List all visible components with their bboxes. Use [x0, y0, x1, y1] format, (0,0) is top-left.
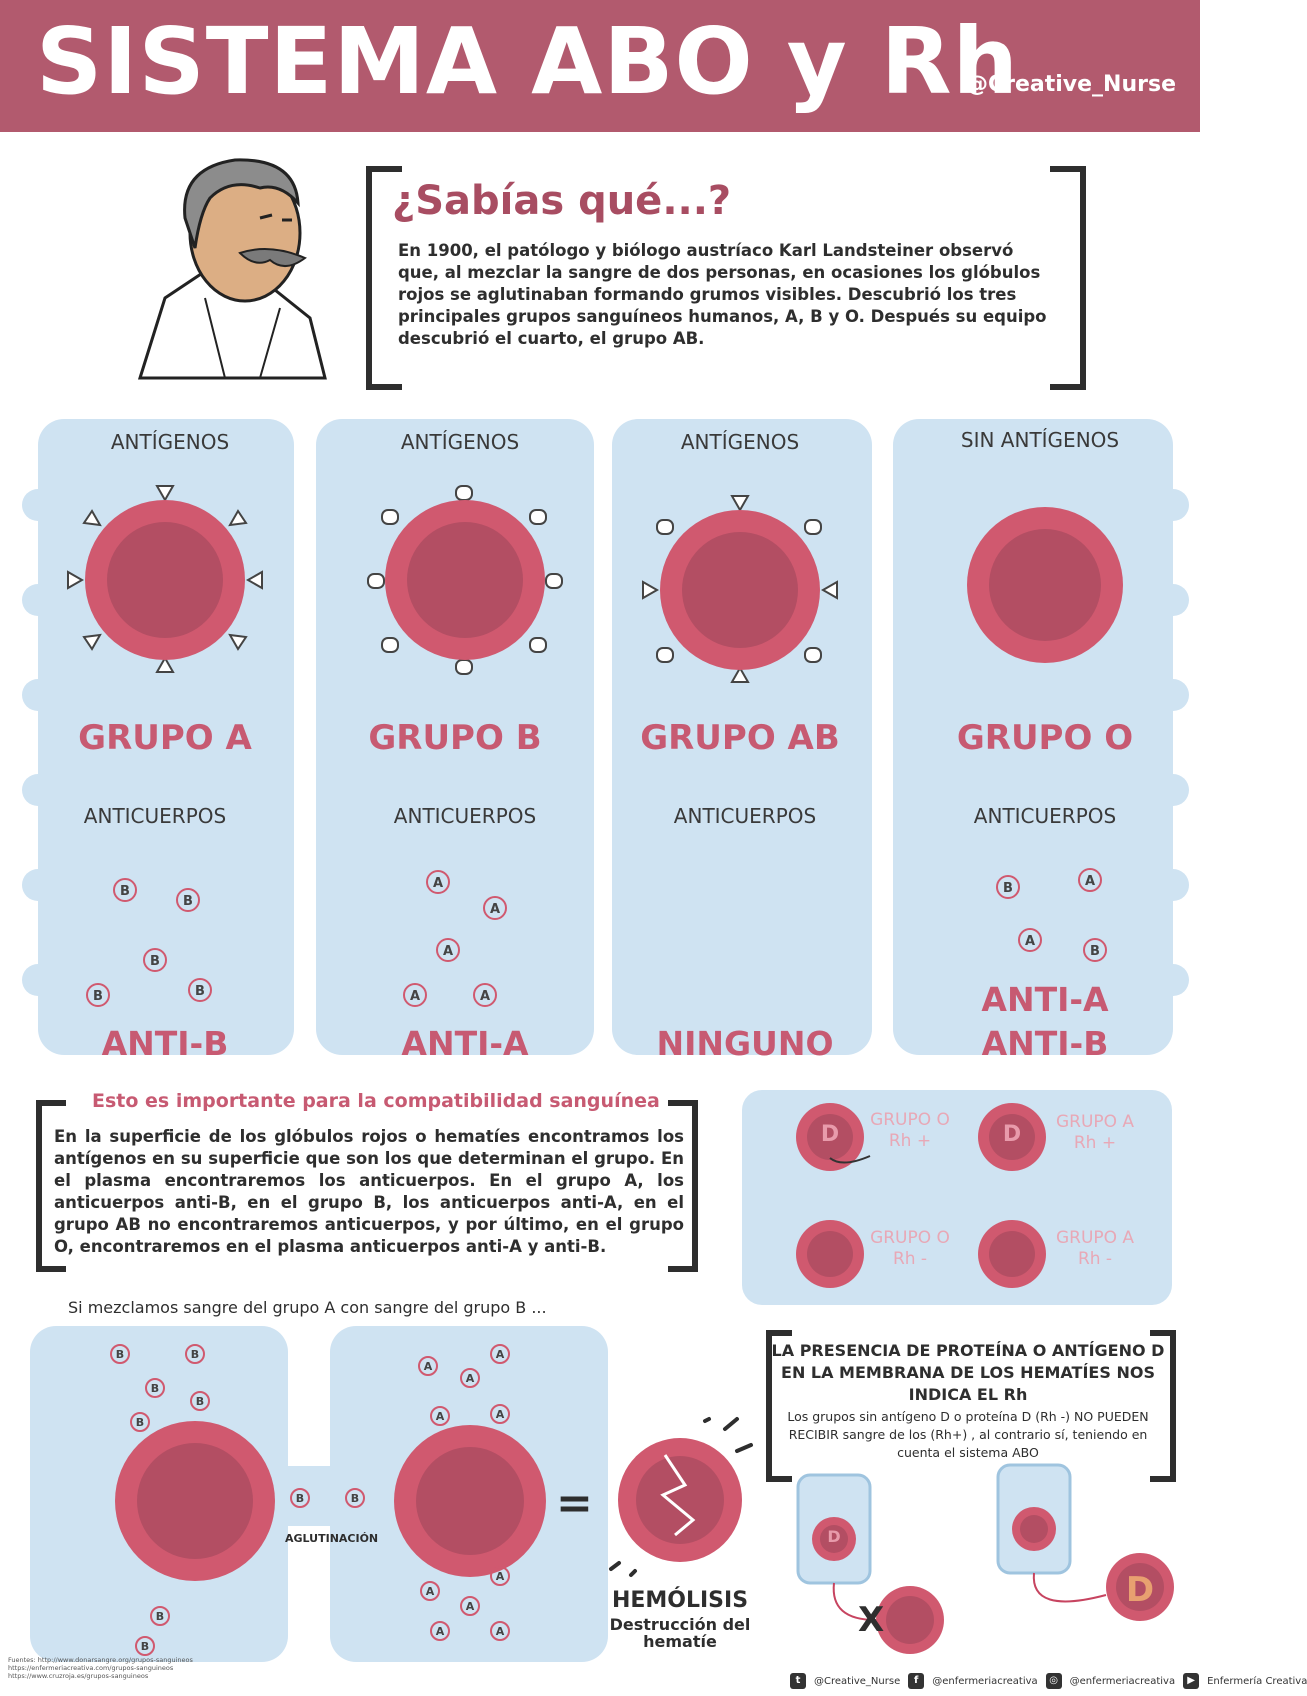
antibody-label-b: ANTICUERPOS: [393, 804, 537, 828]
instagram-icon: ◎: [1046, 1673, 1062, 1689]
agglutination-label: AGLUTINACIÓN: [285, 1532, 379, 1545]
antigen-label-b: ANTÍGENOS: [400, 430, 520, 454]
mix-text: Si mezclamos sangre del grupo A con sangre del grupo B ...: [68, 1298, 547, 1317]
social-facebook[interactable]: @enfermeriacreativa: [932, 1675, 1038, 1687]
svg-text:B: B: [183, 894, 193, 909]
svg-text:A: A: [1084, 874, 1096, 889]
group-a-title: GRUPO A: [78, 718, 252, 758]
svg-text:B: B: [350, 1492, 360, 1505]
recipient-d-antigen: D: [1125, 1570, 1155, 1610]
social-youtube[interactable]: Enfermería Creativa: [1207, 1675, 1307, 1687]
social-twitter[interactable]: @Creative_Nurse: [814, 1675, 901, 1687]
svg-text:A: A: [495, 1625, 505, 1638]
rh-label-o-pos: GRUPO O Rh +: [870, 1110, 950, 1151]
equals-sign: =: [556, 1478, 593, 1529]
svg-text:A: A: [465, 1372, 475, 1385]
bag-d-antigen: D: [827, 1527, 841, 1546]
hemolysis-cell-icon: [605, 1415, 755, 1575]
antibody-label-a: ANTICUERPOS: [83, 804, 227, 828]
svg-text:B: B: [150, 954, 160, 969]
group-b-title: GRUPO B: [368, 718, 542, 758]
svg-text:B: B: [1003, 881, 1013, 896]
d-antigen-a: D: [1002, 1122, 1022, 1147]
svg-text:B: B: [115, 1348, 125, 1361]
transfusion-illustration-icon: [790, 1455, 1190, 1655]
hemolysis-description: Destrucción del hematíe: [609, 1615, 751, 1651]
svg-text:A: A: [1024, 934, 1036, 949]
svg-text:A: A: [495, 1570, 505, 1583]
group-ab-title: GRUPO AB: [640, 718, 840, 758]
rh-info-subtext: Los grupos sin antígeno D o proteína D (Rh -) NO PUEDEN RECIBIR sangre de los (Rh+) , al contrario sí, teniendo en cuenta el sistema ABO: [787, 1409, 1149, 1460]
svg-text:B: B: [1090, 944, 1100, 959]
svg-text:B: B: [135, 1416, 145, 1429]
svg-text:A: A: [442, 944, 454, 959]
youtube-icon: ▶: [1183, 1673, 1199, 1689]
svg-text:B: B: [140, 1640, 150, 1653]
svg-text:A: A: [479, 989, 491, 1004]
rh-label-a-pos: GRUPO A Rh +: [1055, 1112, 1135, 1153]
antibody-name-a: ANTI-B: [101, 1024, 229, 1063]
incompatible-cross-icon: X: [858, 1600, 885, 1640]
svg-text:B: B: [150, 1382, 160, 1395]
svg-text:B: B: [195, 984, 205, 999]
antigen-label-ab: ANTÍGENOS: [680, 430, 800, 454]
importance-title: Esto es importante para la compatibilidad sanguínea: [86, 1090, 666, 1112]
intro-title: ¿Sabías qué...?: [392, 178, 732, 224]
antibody-label-o: ANTICUERPOS: [973, 804, 1117, 828]
landsteiner-portrait-icon: [110, 148, 350, 378]
antibody-name-ab: NINGUNO: [656, 1024, 834, 1063]
mix-background: [30, 1326, 610, 1662]
svg-text:A: A: [465, 1600, 475, 1613]
svg-text:A: A: [432, 876, 444, 891]
importance-text: En la superficie de los glóbulos rojos o hematíes encontramos los antígenos en su superficie que son los que determinan el grupo. En el plasma encontraremos los anticuerpos. En el grupo A, los anticuerpos anti-B, en el grupo B, los anticuerpos anti-A, en el grupo AB no encontraremos anticuerpos, y por último, en el grupo O, encontraremos en el plasma anticuerpos anti-A y anti-B.: [54, 1127, 684, 1256]
antigen-label-o: SIN ANTÍGENOS: [960, 428, 1120, 452]
sources-text: Fuentes: http://www.donarsangre.org/grupos-sanguineos https://enfermeriacreativa.com/grupos-sanguineos https://www.cruzroja.es/grupos-sanguineos: [8, 1656, 193, 1680]
cell-group-a: [70, 480, 260, 670]
antibody-name-o-1: ANTI-A: [981, 980, 1109, 1019]
rh-label-a-neg: GRUPO A Rh -: [1055, 1228, 1135, 1269]
cell-group-o: [955, 495, 1135, 675]
svg-text:A: A: [495, 1408, 505, 1421]
cell-group-ab: [645, 490, 835, 680]
social-instagram[interactable]: @enfermeriacreativa: [1069, 1675, 1176, 1687]
svg-text:B: B: [93, 989, 103, 1004]
svg-text:A: A: [409, 989, 421, 1004]
facebook-icon: f: [908, 1673, 924, 1689]
group-o-title: GRUPO O: [956, 718, 1134, 758]
svg-text:A: A: [435, 1410, 445, 1423]
author-handle: @Creative_Nurse: [965, 72, 1176, 97]
svg-text:A: A: [489, 902, 501, 917]
svg-text:A: A: [425, 1585, 435, 1598]
hemolysis-title: HEMÓLISIS: [611, 1588, 749, 1613]
cell-group-b: [370, 480, 560, 670]
svg-text:B: B: [120, 884, 130, 899]
d-antigen-o: D: [820, 1122, 840, 1147]
svg-text:B: B: [155, 1610, 165, 1623]
svg-text:B: B: [190, 1348, 200, 1361]
page-title: SISTEMA ABO y Rh: [36, 8, 1020, 115]
intro-text: En 1900, el patólogo y biólogo austríaco Karl Landsteiner observó que, al mezclar la sangre de dos personas, en ocasiones los glóbulos rojos se aglutinaban formando grumos visibles. Descubrió los tres principales grupos sanguíneos humanos, A, B y O. Después su equipo descubrió el cuarto, el grupo AB.: [398, 241, 1047, 348]
rh-label-o-neg: GRUPO O Rh -: [870, 1228, 950, 1269]
social-links: [790, 1673, 1307, 1689]
svg-text:B: B: [295, 1492, 305, 1505]
antibody-name-o-2: ANTI-B: [981, 1024, 1109, 1063]
svg-text:B: B: [195, 1395, 205, 1408]
svg-text:A: A: [423, 1360, 433, 1373]
antigen-label-a: ANTÍGENOS: [110, 430, 230, 454]
svg-text:A: A: [495, 1348, 505, 1361]
twitter-icon: t: [790, 1673, 806, 1689]
svg-text:A: A: [435, 1625, 445, 1638]
antibody-label-ab: ANTICUERPOS: [673, 804, 817, 828]
antibody-name-b: ANTI-A: [401, 1024, 529, 1063]
rh-info-heading: LA PRESENCIA DE PROTEÍNA O ANTÍGENO D EN LA MEMBRANA DE LOS HEMATÍES NOS INDICA EL Rh: [771, 1341, 1165, 1404]
